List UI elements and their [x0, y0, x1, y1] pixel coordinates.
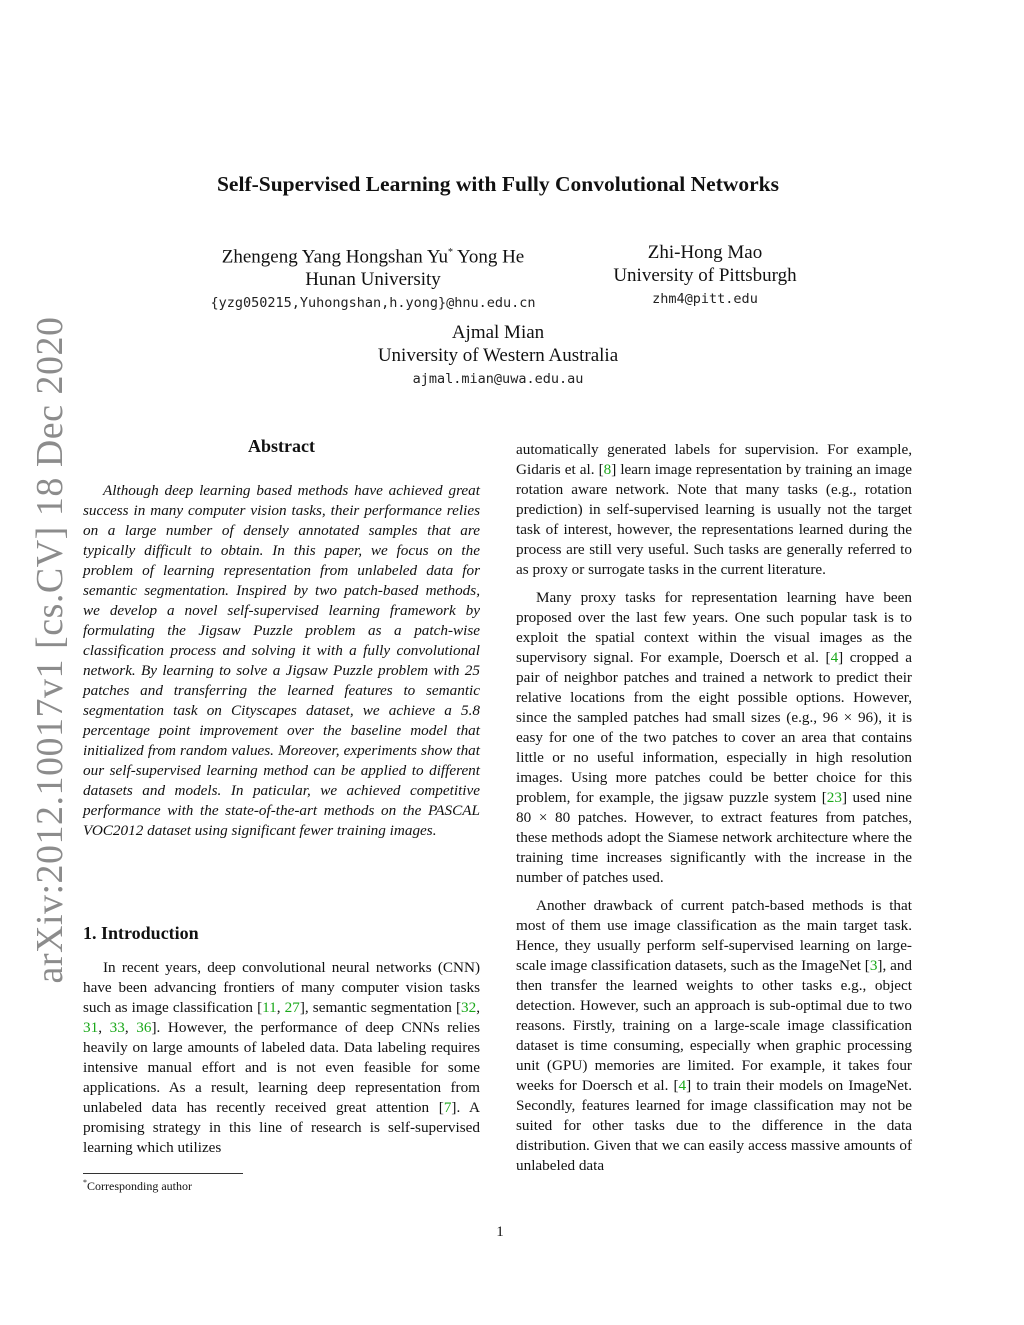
citation-link[interactable]: 3 — [869, 957, 878, 974]
author-affiliation: Hunan University — [305, 269, 441, 291]
citation-link[interactable]: 31 — [83, 1019, 99, 1036]
citation-link[interactable]: 23 — [826, 789, 842, 806]
author-affiliation: University of Western Australia — [377, 345, 619, 366]
author-block-pittsburgh — [600, 241, 810, 311]
introduction-body — [83, 958, 480, 1158]
right-column-body — [516, 440, 912, 1184]
citation-link[interactable]: 4 — [678, 1077, 687, 1094]
citation-link[interactable]: 8 — [603, 461, 612, 478]
citation-link[interactable]: 32 — [461, 999, 477, 1016]
abstract-heading: Abstract — [248, 436, 315, 456]
author-email: zhm4@pitt.edu — [652, 291, 758, 307]
author-email: ajmal.mian@uwa.edu.au — [412, 371, 584, 387]
section-heading-introduction: 1. Introduction — [83, 923, 199, 943]
citation-link[interactable]: 11 — [262, 999, 277, 1016]
author-names: Zhengeng Yang Hongshan Yu* Yong He — [221, 246, 525, 268]
citation-link[interactable]: 4 — [830, 649, 839, 666]
author-email: {yzg050215,Yuhongshan,h.yong}@hnu.edu.cn — [210, 295, 536, 312]
paper-title: Self-Supervised Learning with Fully Convolutional Networks — [216, 172, 780, 196]
body-paragraph: Another drawback of current patch-based methods is that most of them use image classification as the main target task. Hence, they usually perform self-supervised learning on large-scale image classification datasets, such as the ImageNet [3], and then transfer the learned weights to other tasks e.g., object detection. However, such an approach is sub-optimal due to two reasons. Firstly, training on a large-scale image classification dataset is time consuming, especially when graphic processing unit (GPU) memories are limited. For example, it takes four weeks for Doersch et al. [4] to train their models on ImageNet. Secondly, features learned for image classification may not be suited for other tasks due to the difference in the data distribution. Given that we can easily access massive amounts of unlabeled data — [516, 897, 913, 1174]
author-block-uwa — [318, 321, 678, 391]
citation-link[interactable]: 27 — [284, 999, 300, 1016]
author-block-hunan — [183, 241, 563, 315]
author-names: Ajmal Mian — [451, 322, 545, 343]
abstract-body — [83, 481, 480, 841]
page-number: 1 — [496, 1224, 504, 1240]
citation-link[interactable]: 33 — [109, 1019, 125, 1036]
arxiv-identifier-stamp: arXiv:2012.10017v1 [cs.CV] 18 Dec 2020 — [29, 316, 71, 984]
citation-link[interactable]: 7 — [443, 1099, 452, 1116]
abstract-paragraph: Although deep learning based methods have achieved great success in many computer vision tasks, their performance relies on a large number of densely annotated samples that are typically difficult to obtain. In this paper, we focus on the problem of learning representation from unlabeled data for semantic segmentation. Inspired by two patch-based methods, we develop a novel self-supervised learning framework by formulating the Jigsaw Puzzle problem as a patch-wise classification process and solving it with a fully convolutional network. By learning to solve a Jigsaw Puzzle problem with 25 patches and transferring the learned features to semantic segmentation task on Cityscapes dataset, we achieve a 5.8 percentage point improvement over the baseline model that initialized from random values. Moreover, experiments show that our self-supervised learning method can be applied to different datasets and models. In paticular, we achieved competitive performance with the state-of-the-art methods on the PASCAL VOC2012 dataset using significant fewer training images. — [83, 482, 480, 839]
introduction-paragraph: In recent years, deep convolutional neural networks (CNN) have been advancing frontiers of many computer vision tasks such as image classification [11, 27], semantic segmentation [32, 31, 33, 36]. However, the performance of deep CNNs relies heavily on large amounts of labeled data. Data labeling requires intensive manual effort and is not even feasible for some applications. As a result, learning deep representation from unlabeled data has recently received great attention [7]. A promising strategy in this line of research is self-supervised learning which utilizes — [83, 959, 481, 1156]
body-paragraph: Many proxy tasks for representation learning have been proposed over the last few years. One such popular task is to exploit the spatial context within the visual images as the supervisory signal. For example, Doersch et al. [4] cropped a pair of neighbor patches and trained a network to predict their relative locations from the eight possible options. However, since the sampled patches had small sizes (e.g., 96 × 96), it is easy for one of the two patches to cover an area that contains little or no useful information, especially in high resolution images. Using more patches could be better choice for this problem, for example, the jigsaw puzzle system [23] used nine 80 × 80 patches. However, to extract features from patches, these methods adopt the Siamese network architecture where the training time increases significantly with the increase in the number of patches used. — [516, 589, 912, 886]
footnote-divider — [83, 1173, 243, 1174]
citation-link[interactable]: 36 — [136, 1019, 152, 1036]
author-names: Zhi-Hong Mao — [647, 242, 763, 263]
footnote: *Corresponding author — [83, 1178, 192, 1193]
author-affiliation: University of Pittsburgh — [613, 265, 797, 286]
body-paragraph: automatically generated labels for supervision. For example, Gidaris et al. [8] learn image representation by training an image rotation aware network. Note that many tasks (e.g., rotation prediction) in self-supervised learning is usually not the target task of interest, however, the representations learned during the process are still very useful. Such tasks are generally referred to as proxy or surrogate tasks in the current literature. — [516, 441, 912, 578]
